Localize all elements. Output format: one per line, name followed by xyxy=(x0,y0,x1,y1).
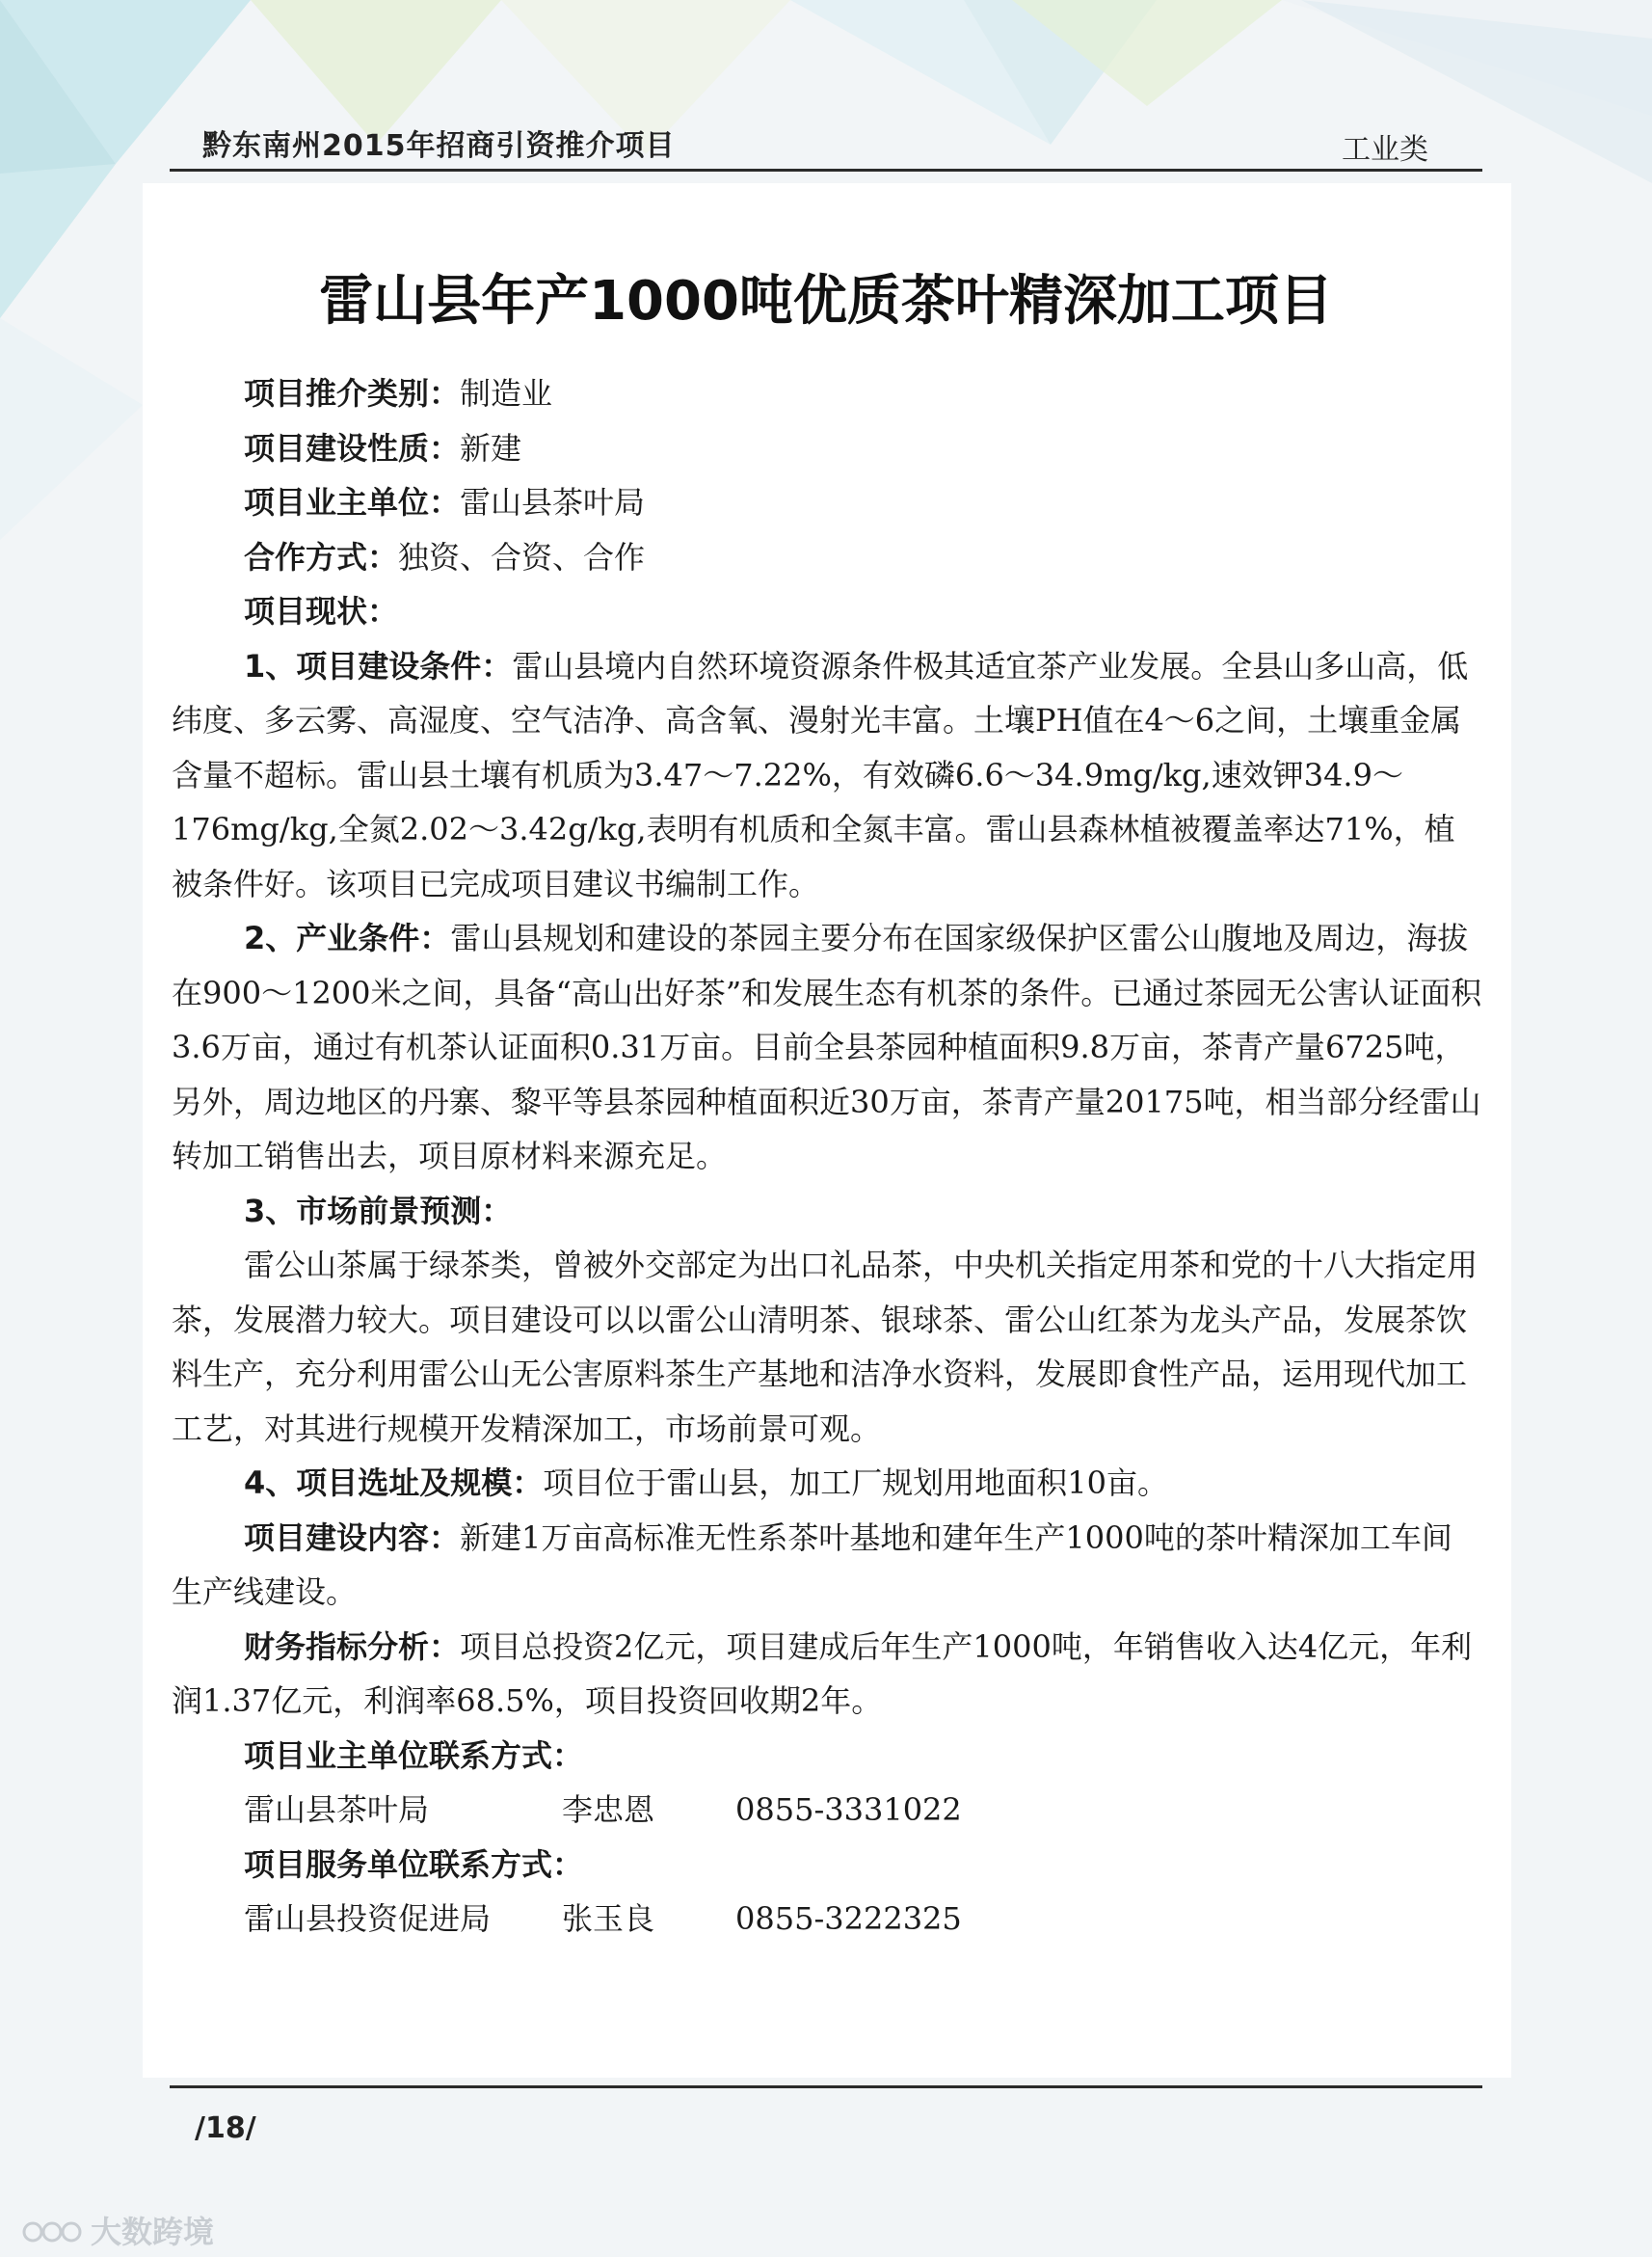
watermark xyxy=(21,2208,214,2252)
info-line-status: 项目现状： xyxy=(244,593,399,630)
info-line-owner: 项目业主单位：雷山县茶叶局 xyxy=(244,484,646,521)
watermark-logo-icon xyxy=(21,2211,83,2249)
header-rule xyxy=(170,169,1482,172)
section-market-text: 雷公山茶属于绿茶类，曾被外交部定为出口礼品茶，中央机关指定用茶和党的十八大指定用茶，发展潜力较大。项目建设可以以雷公山清明茶、银球茶、雷公山红茶为龙头产品，发展茶饮料生产，充分利用雷公山无公害原料茶生产基地和洁净水资料，发展即食性产品，运用现代加工工艺，对其进行规模开发精深加工，市场前景可观。 xyxy=(172,1247,1479,1447)
info-line-nature: 项目建设性质：新建 xyxy=(244,429,522,467)
section-construction-content: 项目建设内容：新建1万亩高标准无性系茶叶基地和建年生产1000吨的茶叶精深加工车间生产线建设。 xyxy=(172,1518,1452,1610)
service-contact-line: 雷山县投资促进局 张玉良 0855-3222325 xyxy=(244,1900,962,1937)
watermark-text: 大数跨境 xyxy=(91,2214,215,2250)
info-line-category: 项目推介类别：制造业 xyxy=(244,375,553,412)
owner-contact-heading: 项目业主单位联系方式： xyxy=(244,1736,584,1774)
header-title: 黔东南州2015年招商引资推介项目 xyxy=(202,129,676,163)
footer-rule xyxy=(170,2085,1482,2088)
service-contact-heading: 项目服务单位联系方式： xyxy=(244,1845,584,1883)
info-line-cooperation: 合作方式：独资、合资、合作 xyxy=(244,538,646,576)
page-title: 雷山县年产1000吨优质茶叶精深加工项目 xyxy=(319,270,1333,333)
section-financial-analysis: 财务指标分析：项目总投资2亿元，项目建成后年生产1000吨，年销售收入达4亿元，年利润1.37亿元，利润率68.5%，项目投资回收期2年。 xyxy=(172,1627,1473,1719)
header-category: 工业类 xyxy=(1342,133,1428,167)
section-industry-conditions: 2、产业条件：雷山县规划和建设的茶园主要分布在国家级保护区雷公山腹地及周边，海拔在900～1200米之间，具备“高山出好茶”和发展生态有机茶的条件。已通过茶园无公害认证面积3.6万亩，通过有机茶认证面积0.31万亩。目前全县茶园种植面积9.8万亩，茶青产量6725吨，另外，周边地区的丹寨、黎平等县茶园种植面积近30万亩，茶青产量20175吨，相当部分经雷山转加工销售出去，项目原材料来源充足。 xyxy=(172,920,1482,1174)
owner-contact-line: 雷山县茶叶局 李忠恩 0855-3331022 xyxy=(244,1791,962,1828)
section-construction-conditions: 1、项目建设条件：雷山县境内自然环境资源条件极其适宜茶产业发展。全县山多山高，低纬度、多云雾、高湿度、空气洁净、高含氧、漫射光丰富。土壤PH值在4～6之间，土壤重金属含量不超标。雷山县土壤有机质为3.47～7.22%，有效磷6.6～34.9mg/kg,速效钾34.9～176mg/kg,全氮2.02～3.42g/kg,表明有机质和全氮丰富。雷山县森林植被覆盖率达71%，植被条件好。该项目已完成项目建议书编制工作。 xyxy=(172,647,1469,902)
section-site-scale: 4、项目选址及规模：项目位于雷山县，加工厂规划用地面积10亩。 xyxy=(244,1464,1169,1501)
page-number: /18/ xyxy=(195,2111,256,2145)
section-market-heading: 3、市场前景预测： xyxy=(244,1192,513,1229)
document-body xyxy=(172,366,1482,1947)
